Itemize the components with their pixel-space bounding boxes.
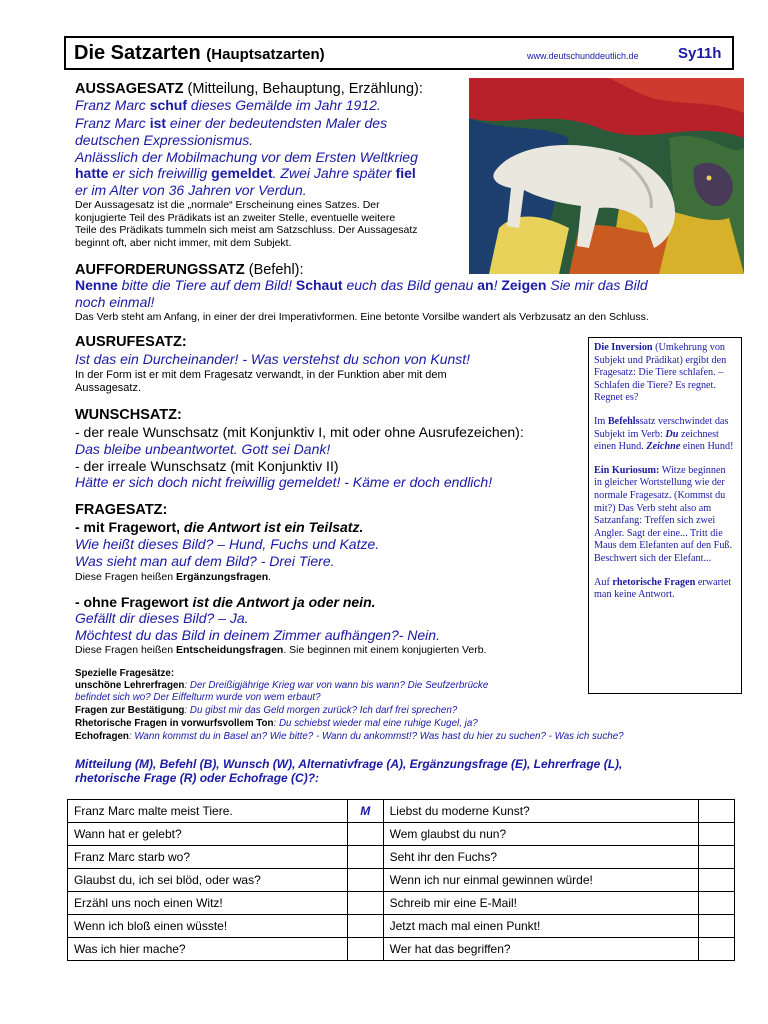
question-cell: Glaubst du, ich sei blöd, oder was? <box>68 869 348 892</box>
answer-cell[interactable]: M <box>347 800 383 823</box>
ausrufesatz-example: Ist das ein Durcheinander! - Was verstehst du schon von Kunst! <box>75 351 471 367</box>
fragesatz-note-1: Diese Fragen heißen Ergänzungsfragen. <box>75 571 272 583</box>
wunschsatz-line-1: - der reale Wunschsatz (mit Konjunktiv I, mit oder ohne Ausrufezeichen): <box>75 424 524 440</box>
aufforderungssatz-note: Das Verb steht am Anfang, in einer der drei Imperativformen. Eine betonte Vorsilbe wandert als Verbzusatz an den Schluss. <box>75 311 649 323</box>
question-cell: Seht ihr den Fuchs? <box>383 846 699 869</box>
fragesatz-example-4: Möchtest du das Bild in deinem Zimmer aufhängen?- Nein. <box>75 627 440 643</box>
answer-cell[interactable] <box>699 846 735 869</box>
aussagesatz-example-3c: er im Alter von 36 Jahren vor Verdun. <box>75 182 307 198</box>
question-cell: Wem glaubst du nun? <box>383 823 699 846</box>
question-cell: Was ich hier mache? <box>68 938 348 961</box>
answer-cell[interactable] <box>347 915 383 938</box>
fragesatz-note-2: Diese Fragen heißen Entscheidungsfragen. Sie beginnen mit einem konjugierten Verb. <box>75 644 487 656</box>
fragesatz-sub-2: - ohne Fragewort ist die Antwort ja oder nein. <box>75 594 376 610</box>
answer-cell[interactable] <box>699 800 735 823</box>
task-line-2: rhetorische Frage (R) oder Echofrage (C)?: <box>75 771 320 785</box>
question-cell: Wenn ich bloß einen wüsste! <box>68 915 348 938</box>
question-cell: Franz Marc malte meist Tiere. <box>68 800 348 823</box>
special-line-4: Echofragen: Wann kommst du in Basel an? Wie bitte? - Wann du ankommst!? Was hast du hier zu suchen? - Was ich suche? <box>75 731 624 742</box>
answer-cell[interactable] <box>699 823 735 846</box>
painting-image <box>469 78 744 274</box>
sidebox-inversion: Die Inversion (Umkehrung von Subjekt und Prädikat) ergibt den Fragesatz: Die Tiere schlafen. – Schlafen die Tiere? Es regnet. Regnet es? <box>594 342 727 404</box>
special-line-1b: befindet sich wo? Der Eiffelturm wurde von wem erbaut? <box>75 692 321 703</box>
sidebox-rhetorisch: Auf rhetorische Fragen erwartet man keine Antwort. <box>594 576 732 601</box>
aussagesatz-example-2b: deutschen Expressionismus. <box>75 132 254 148</box>
answer-cell[interactable] <box>347 846 383 869</box>
wunschsatz-line-2: - der irreale Wunschsatz (mit Konjunktiv II) <box>75 458 339 474</box>
answer-cell[interactable] <box>699 869 735 892</box>
answer-cell[interactable] <box>699 938 735 961</box>
answer-cell[interactable] <box>347 938 383 961</box>
answer-cell[interactable] <box>699 915 735 938</box>
aussagesatz-example-1: Franz Marc schuf dieses Gemälde im Jahr 1912. <box>75 97 381 113</box>
table-row <box>68 892 735 915</box>
aufforderungssatz-example: Nenne bitte die Tiere auf dem Bild! Schaut euch das Bild genau an! Zeigen Sie mir das Bild <box>75 277 648 293</box>
aussagesatz-heading: AUSSAGESATZ (Mitteilung, Behauptung, Erzählung): <box>75 81 423 97</box>
aussagesatz-example-3b: hatte er sich freiwillig gemeldet. Zwei Jahre später fiel <box>75 165 416 181</box>
fragesatz-example-2: Was sieht man auf dem Bild? - Drei Tiere. <box>75 553 335 569</box>
answer-cell[interactable] <box>347 892 383 915</box>
special-line-1: unschöne Lehrerfragen: Der Dreißigjährige Krieg war von wann bis wann? Die Seufzerbrücke <box>75 680 489 691</box>
aussagesatz-note: Der Aussagesatz ist die „normale“ Erscheinung eines Satzes. Der konjugierte Teil des Prädikats ist an zweiter Stelle, eventuelle weitere Teile des Prädikats tummeln sich meist am Satzschluss. Der Aussagesatz beginnt oft, aber nicht immer, mit dem Subjekt. <box>75 199 418 249</box>
special-line-2: Fragen zur Bestätigung: Du gibst mir das Geld morgen zurück? Ich darf frei sprechen? <box>75 705 458 716</box>
special-line-3: Rhetorische Fragen in vorwurfsvollem Ton: Du schiebst wieder mal eine ruhige Kugel, ja? <box>75 718 478 729</box>
fragesatz-example-1: Wie heißt dieses Bild? – Hund, Fuchs und Katze. <box>75 536 380 552</box>
question-cell: Liebst du moderne Kunst? <box>383 800 699 823</box>
answer-cell[interactable] <box>347 869 383 892</box>
exercise-table <box>67 799 735 961</box>
page-title: Die Satzarten (Hauptsatzarten) <box>74 42 325 64</box>
website-label: www.deutschunddeutlich.de <box>527 51 639 61</box>
table-row <box>68 869 735 892</box>
question-cell: Franz Marc starb wo? <box>68 846 348 869</box>
fragesatz-example-3: Gefällt dir dieses Bild? – Ja. <box>75 610 249 626</box>
task-line-1: Mitteilung (M), Befehl (B), Wunsch (W), Alternativfrage (A), Ergänzungsfrage (E), Lehrerfrage (L), <box>75 757 623 771</box>
table-row <box>68 846 735 869</box>
question-cell: Jetzt mach mal einen Punkt! <box>383 915 699 938</box>
question-cell: Wenn ich nur einmal gewinnen würde! <box>383 869 699 892</box>
wunschsatz-example-1: Das bleibe unbeantwortet. Gott sei Dank! <box>75 441 331 457</box>
aussagesatz-example-2: Franz Marc ist einer der bedeutendsten Maler des <box>75 115 388 131</box>
answer-cell[interactable] <box>699 892 735 915</box>
wunschsatz-heading: WUNSCHSATZ: <box>75 407 182 423</box>
aufforderungssatz-example-b: noch einmal! <box>75 294 155 310</box>
sidebox-kuriosum: Ein Kuriosum: Witze beginnen in gleicher Wortstellung wie der normale Fragesatz. (Kommst du mit?) Das Verb steht also am Satzanfang: Treffen sich zwei Angler. Sagt der eine... Tritt die Maus dem Elefanten auf den Fuß. Beschwert sich der Elefant... <box>594 464 733 564</box>
question-cell: Schreib mir eine E-Mail! <box>383 892 699 915</box>
question-cell: Wer hat das begriffen? <box>383 938 699 961</box>
wunschsatz-example-2: Hätte er sich doch nicht freiwillig gemeldet! - Käme er doch endlich! <box>75 474 493 490</box>
ausrufesatz-heading: AUSRUFESATZ: <box>75 334 187 350</box>
sidebox-befehlssatz: Im Befehlssatz verschwindet das Subjekt im Verb: Du zeichnest einen Hund. Zeichne einen Hund! <box>594 415 734 453</box>
page-subtitle: (Hauptsatzarten) <box>206 46 325 63</box>
table-row <box>68 800 735 823</box>
answer-cell[interactable] <box>347 823 383 846</box>
special-heading: Spezielle Fragesätze: <box>75 668 175 679</box>
question-cell: Wann hat er gelebt? <box>68 823 348 846</box>
aussagesatz-example-3: Anlässlich der Mobilmachung vor dem Ersten Weltkrieg <box>75 149 418 165</box>
table-row <box>68 823 735 846</box>
question-cell: Erzähl uns noch einen Witz! <box>68 892 348 915</box>
info-sidebox <box>588 337 742 694</box>
worksheet-code: Sy11h <box>678 45 722 62</box>
header-box <box>64 36 734 70</box>
aufforderungssatz-heading: AUFFORDERUNGSSATZ (Befehl): <box>75 262 304 278</box>
fragesatz-heading: FRAGESATZ: <box>75 502 168 518</box>
ausrufesatz-note: In der Form ist er mit dem Fragesatz verwandt, in der Funktion aber mit dem Aussagesatz. <box>75 369 447 394</box>
fragesatz-sub-1: - mit Fragewort, die Antwort ist ein Teilsatz. <box>75 519 364 535</box>
table-row <box>68 938 735 961</box>
table-row <box>68 915 735 938</box>
